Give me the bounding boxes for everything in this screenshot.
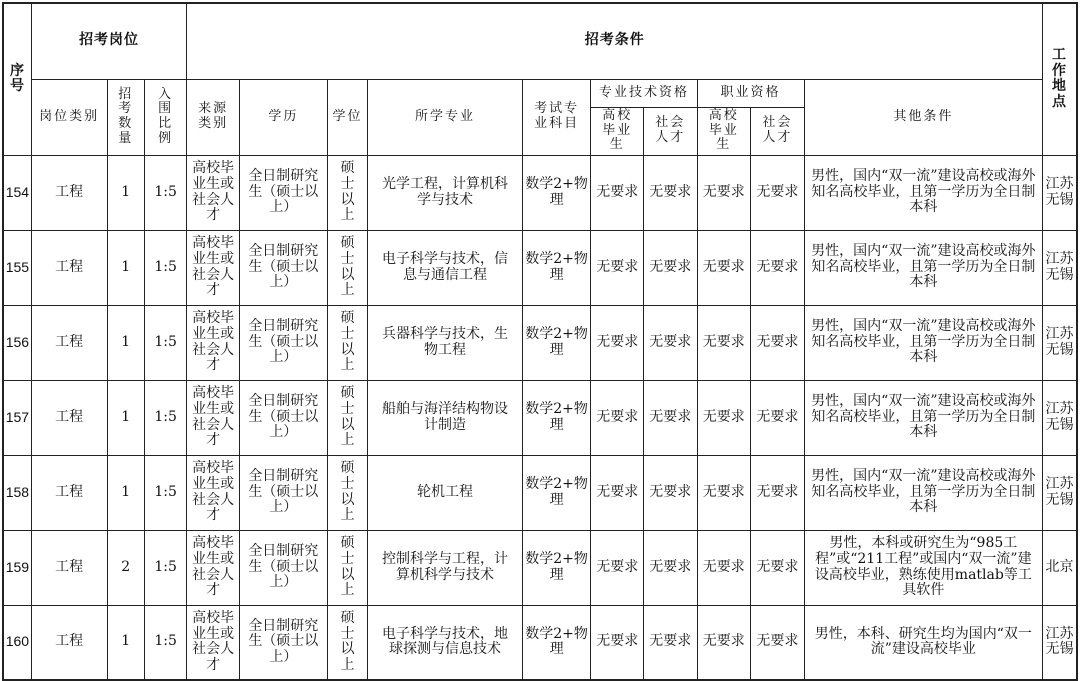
header-count: 招考数量 [107,79,144,155]
cell-job-grad: 无要求 [697,155,751,230]
cell-degree: 硕士以上 [327,455,367,530]
cell-education: 全日制研究生（硕士以上） [239,455,327,530]
cell-location: 江苏无锡 [1043,305,1077,380]
header-source: 来源类别 [187,79,240,155]
header-seq: 序号 [3,3,31,155]
cell-major: 船舶与海洋结构物设计制造 [368,380,523,455]
cell-education: 全日制研究生（硕士以上） [239,380,327,455]
cell-degree: 硕士以上 [327,305,367,380]
table-row [3,605,1077,680]
cell-exam: 数学2+物理 [522,155,591,230]
cell-tech-grad: 无要求 [591,530,644,605]
cell-degree: 硕士以上 [327,380,367,455]
header-major: 所学专业 [368,79,523,155]
cell-count: 1 [107,380,144,455]
header-conditions-group: 招考条件 [187,3,1043,79]
cell-count: 2 [107,530,144,605]
cell-tech-grad: 无要求 [591,305,644,380]
table-row [3,530,1077,605]
cell-major: 光学工程，计算机科学与技术 [368,155,523,230]
cell-tech-social: 无要求 [643,155,697,230]
cell-seq: 159 [3,530,31,605]
cell-post-type: 工程 [31,230,107,305]
header-education: 学历 [239,79,327,155]
cell-degree: 硕士以上 [327,605,367,680]
cell-tech-grad: 无要求 [591,380,644,455]
header-location: 工作地点 [1043,3,1077,155]
cell-tech-grad: 无要求 [591,605,644,680]
cell-source: 高校毕业生或社会人才 [187,230,240,305]
cell-tech-social: 无要求 [643,455,697,530]
cell-other: 男性，国内“双一流”建设高校或海外知名高校毕业，且第一学历为全日制本科 [804,380,1042,455]
cell-education: 全日制研究生（硕士以上） [239,230,327,305]
cell-tech-social: 无要求 [643,605,697,680]
cell-source: 高校毕业生或社会人才 [187,605,240,680]
cell-tech-grad: 无要求 [591,155,644,230]
cell-major: 控制科学与工程，计算机科学与技术 [368,530,523,605]
cell-other: 男性，国内“双一流”建设高校或海外知名高校毕业，且第一学历为全日制本科 [804,230,1042,305]
cell-location: 江苏无锡 [1043,380,1077,455]
table-row [3,230,1077,305]
cell-seq: 157 [3,380,31,455]
cell-ratio: 1:5 [144,305,186,380]
cell-tech-social: 无要求 [643,530,697,605]
cell-exam: 数学2+物理 [522,530,591,605]
cell-exam: 数学2+物理 [522,605,591,680]
cell-tech-social: 无要求 [643,230,697,305]
cell-other: 男性，国内“双一流”建设高校或海外知名高校毕业，且第一学历为全日制本科 [804,455,1042,530]
header-job-grad: 高校毕业生 [697,107,751,155]
cell-seq: 156 [3,305,31,380]
cell-ratio: 1:5 [144,605,186,680]
cell-seq: 154 [3,155,31,230]
cell-job-grad: 无要求 [697,380,751,455]
cell-source: 高校毕业生或社会人才 [187,305,240,380]
cell-exam: 数学2+物理 [522,380,591,455]
cell-job-social: 无要求 [751,605,805,680]
cell-ratio: 1:5 [144,230,186,305]
cell-source: 高校毕业生或社会人才 [187,530,240,605]
cell-count: 1 [107,455,144,530]
header-post-type: 岗位类别 [31,79,107,155]
header-post-group: 招考岗位 [31,3,187,79]
cell-job-social: 无要求 [751,155,805,230]
recruitment-table [2,2,1078,681]
table-row [3,380,1077,455]
cell-other: 男性，国内“双一流”建设高校或海外知名高校毕业，且第一学历为全日制本科 [804,155,1042,230]
cell-location: 江苏无锡 [1043,605,1077,680]
cell-location: 北京 [1043,530,1077,605]
header-degree: 学位 [327,79,367,155]
header-ratio: 入围比例 [144,79,186,155]
cell-major: 电子科学与技术，信息与通信工程 [368,230,523,305]
cell-seq: 158 [3,455,31,530]
cell-other: 男性，本科或研究生为“985工程”或“211工程”或国内“双一流”建设高校毕业，熟练使用matlab等工具软件 [804,530,1042,605]
cell-ratio: 1:5 [144,455,186,530]
cell-count: 1 [107,605,144,680]
cell-job-grad: 无要求 [697,230,751,305]
cell-job-social: 无要求 [751,305,805,380]
cell-exam: 数学2+物理 [522,305,591,380]
cell-ratio: 1:5 [144,530,186,605]
cell-education: 全日制研究生（硕士以上） [239,605,327,680]
cell-location: 江苏无锡 [1043,230,1077,305]
cell-count: 1 [107,230,144,305]
cell-location: 江苏无锡 [1043,155,1077,230]
cell-job-social: 无要求 [751,455,805,530]
cell-education: 全日制研究生（硕士以上） [239,155,327,230]
cell-post-type: 工程 [31,455,107,530]
cell-post-type: 工程 [31,380,107,455]
cell-count: 1 [107,155,144,230]
cell-degree: 硕士以上 [327,530,367,605]
cell-post-type: 工程 [31,605,107,680]
cell-other: 男性，本科、研究生均为国内“双一流”建设高校毕业 [804,605,1042,680]
cell-tech-social: 无要求 [643,380,697,455]
cell-job-grad: 无要求 [697,305,751,380]
cell-job-grad: 无要求 [697,455,751,530]
header-other-conditions: 其他条件 [804,79,1042,155]
cell-tech-social: 无要求 [643,305,697,380]
header-job-qualification: 职业资格 [697,79,804,107]
table-row [3,305,1077,380]
cell-job-social: 无要求 [751,530,805,605]
header-tech-qualification: 专业技术资格 [591,79,697,107]
header-exam-subject: 考试专业科目 [522,79,591,155]
cell-tech-grad: 无要求 [591,455,644,530]
cell-source: 高校毕业生或社会人才 [187,380,240,455]
table-row [3,155,1077,230]
cell-tech-grad: 无要求 [591,230,644,305]
cell-major: 轮机工程 [368,455,523,530]
cell-degree: 硕士以上 [327,230,367,305]
cell-job-grad: 无要求 [697,605,751,680]
cell-seq: 160 [3,605,31,680]
cell-job-social: 无要求 [751,230,805,305]
cell-ratio: 1:5 [144,380,186,455]
cell-seq: 155 [3,230,31,305]
cell-post-type: 工程 [31,305,107,380]
cell-job-grad: 无要求 [697,530,751,605]
cell-ratio: 1:5 [144,155,186,230]
table-row [3,455,1077,530]
cell-major: 电子科学与技术，地球探测与信息技术 [368,605,523,680]
cell-location: 江苏无锡 [1043,455,1077,530]
header-tech-grad: 高校毕业生 [591,107,644,155]
header-tech-social: 社会人才 [643,107,697,155]
cell-post-type: 工程 [31,155,107,230]
cell-exam: 数学2+物理 [522,455,591,530]
cell-major: 兵器科学与技术，生物工程 [368,305,523,380]
cell-degree: 硕士以上 [327,155,367,230]
header-job-social: 社会人才 [751,107,805,155]
cell-job-social: 无要求 [751,380,805,455]
cell-other: 男性，国内“双一流”建设高校或海外知名高校毕业，且第一学历为全日制本科 [804,305,1042,380]
cell-post-type: 工程 [31,530,107,605]
cell-exam: 数学2+物理 [522,230,591,305]
cell-count: 1 [107,305,144,380]
cell-source: 高校毕业生或社会人才 [187,155,240,230]
cell-education: 全日制研究生（硕士以上） [239,305,327,380]
cell-education: 全日制研究生（硕士以上） [239,530,327,605]
cell-source: 高校毕业生或社会人才 [187,455,240,530]
